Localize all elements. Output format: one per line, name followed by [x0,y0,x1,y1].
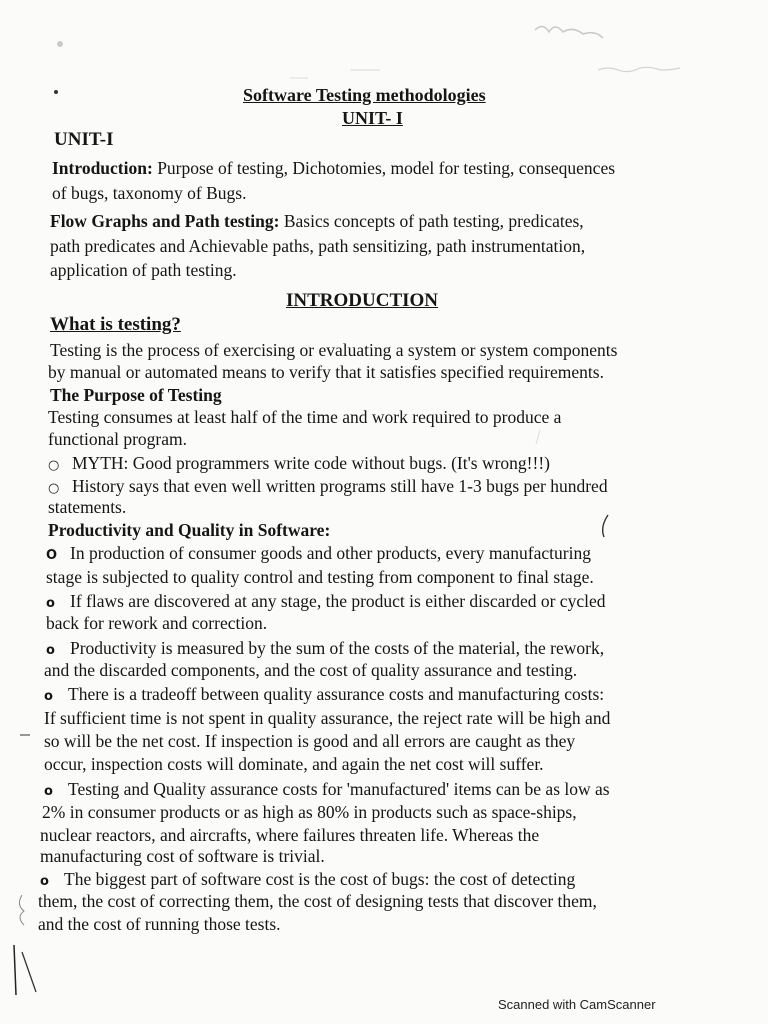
productivity-b1-line1 [46,542,591,567]
productivity-b4-text: There is a tradeoff between quality assurance costs and manufacturing costs: [68,684,605,704]
purpose-bullet2-text: History says that even well written programs still have 1-3 bugs per hundred [72,476,608,496]
flow-text: Basics concepts of path testing, predicates, [283,211,584,231]
productivity-b5-line3: nuclear reactors, and aircrafts, where failures threaten life. Whereas the [40,825,540,845]
syllabus-flow-line1 [50,210,584,232]
capital-o-bullet-icon: O [46,548,58,563]
unit-label: UNIT-I [54,129,114,150]
unit-heading: UNIT- I [342,108,403,128]
syllabus-intro-line1 [52,157,615,179]
productivity-b5-text: Testing and Quality assurance costs for 'manufactured' items can be as low as [68,779,610,799]
productivity-b4-line4: occur, inspection costs will dominate, and again the net cost will suffer. [44,754,544,774]
productivity-b4-line1 [44,683,604,708]
productivity-b4-line2: If sufficient time is not spent in quality assurance, the reject rate will be high and [44,708,611,728]
purpose-bullet1 [48,452,550,477]
what-is-testing-heading: What is testing? [50,314,181,335]
productivity-b6-text: The biggest part of software cost is the cost of bugs: the cost of detecting [64,869,576,889]
productivity-b5-line4: manufacturing cost of software is trivial. [40,846,325,866]
purpose-heading: The Purpose of Testing [50,385,222,405]
purpose-bullet2-line1 [48,475,608,500]
productivity-b3-text: Productivity is measured by the sum of the costs of the material, the rework, [70,638,605,658]
what-is-testing-line1: Testing is the process of exercising or evaluating a system or system components [50,340,618,360]
hollow-bullet-icon: ○ [48,458,60,473]
purpose-bullet2-line2: statements. [48,497,127,517]
purpose-bullet1-text: MYTH: Good programmers write code without bugs. (It's wrong!!!) [72,453,550,473]
productivity-b2-text: If flaws are discovered at any stage, the product is either discarded or cycled [70,591,606,611]
bold-o-bullet-icon: o [46,643,55,658]
document-title: Software Testing methodologies [243,85,486,105]
purpose-line1: Testing consumes at least half of the time and work required to produce a [48,407,562,427]
section-title: INTRODUCTION [286,290,439,311]
syllabus-flow-line2: path predicates and Achievable paths, path sensitizing, path instrumentation, [50,236,586,256]
productivity-b2-line2: back for rework and correction. [46,613,268,633]
productivity-b4-line3: so will be the net cost. If inspection is good and all errors are caught as they [44,731,576,751]
syllabus-flow-line3: application of path testing. [50,260,237,280]
purpose-line2: functional program. [48,429,187,449]
what-is-testing-line2: by manual or automated means to verify that it satisfies specified requirements. [48,362,604,382]
bold-o-bullet-icon: o [44,689,53,704]
bold-o-bullet-icon: o [40,874,49,889]
productivity-b3-line2: and the discarded components, and the cost of quality assurance and testing. [44,660,578,680]
intro-text: Purpose of testing, Dichotomies, model for testing, consequences [157,158,616,178]
intro-label: Introduction: [52,158,153,178]
productivity-b1-text: In production of consumer goods and other products, every manufacturing [70,543,591,563]
flow-label: Flow Graphs and Path testing: [50,211,280,231]
bold-o-bullet-icon: o [44,784,53,799]
productivity-heading: Productivity and Quality in Software: [48,520,331,540]
hollow-bullet-icon: ○ [48,481,60,496]
camscanner-footer: Scanned with CamScanner [498,997,656,1012]
productivity-b6-line3: and the cost of running those tests. [38,914,281,934]
productivity-b1-line2: stage is subjected to quality control and testing from component to final stage. [46,567,594,587]
productivity-b6-line2: them, the cost of correcting them, the cost of designing tests that discover them, [38,891,597,911]
syllabus-intro-line2: of bugs, taxonomy of Bugs. [52,183,247,203]
productivity-b5-line2: 2% in consumer products or as high as 80% in products such as space-ships, [42,802,577,822]
productivity-b5-line1 [44,778,610,803]
bold-o-bullet-icon: o [46,596,55,611]
